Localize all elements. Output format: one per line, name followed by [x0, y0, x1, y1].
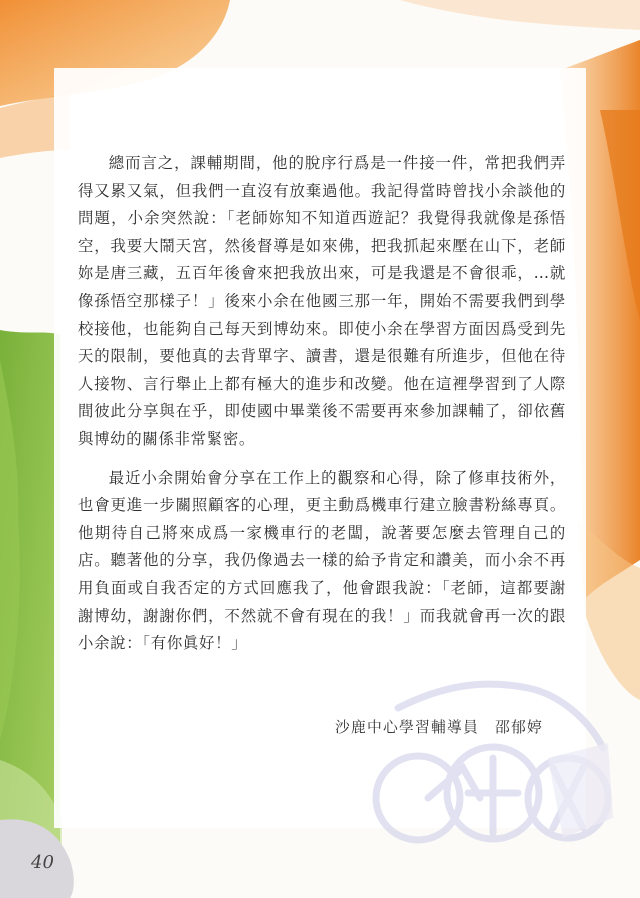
paragraph-1: 總而言之，課輔期間，他的脫序行爲是一件接一件，常把我們弄得又累又氣，但我們一直沒有放棄過他。我記得當時曾找小余談他的問題，小余突然說：「老師妳知不知道西遊記？我覺得我就像是孫悟空，我要大鬧天宮，然後督導是如來佛，把我抓起來壓在山下，老師妳是唐三藏，五百年後會來把我放出來，可是我還是不會很乖，…就像孫悟空那樣子！」後來小余在他國三那一年，開始不需要我們到學校接他，也能夠自己每天到博幼來。即使小余在學習方面因爲受到先天的限制，要他真的去背單字、讀書，還是很難有所進步，但他在待人接物、言行舉止上都有極大的進步和改變。他在這裡學習到了人際間彼此分享與在乎，即使國中畢業後不需要再來參加課輔了，卻依舊與博幼的關係非常緊密。	[78, 154, 566, 448]
page-number: 40	[31, 852, 54, 873]
paragraph-2: 最近小余開始會分享在工作上的觀察和心得，除了修車技術外，也會更進一步關照顧客的心理，更主動爲機車行建立臉書粉絲專頁。他期待自己將來成爲一家機車行的老闆，說著要怎麼去管理自己的店。聽著他的分享，我仍像過去一樣的給予肯定和讚美，而小余不再用負面或自我否定的方式回應我了，他會跟我說：「老師，這都要謝謝博幼，謝謝你們，不然就不會有現在的我！」而我就會再一次的跟小余說：「有你眞好！」	[78, 468, 566, 653]
boyo-logo-watermark	[368, 648, 618, 858]
author-signature: 沙鹿中心學習輔導員 邵郁婷	[335, 719, 543, 736]
article-body	[78, 150, 566, 658]
